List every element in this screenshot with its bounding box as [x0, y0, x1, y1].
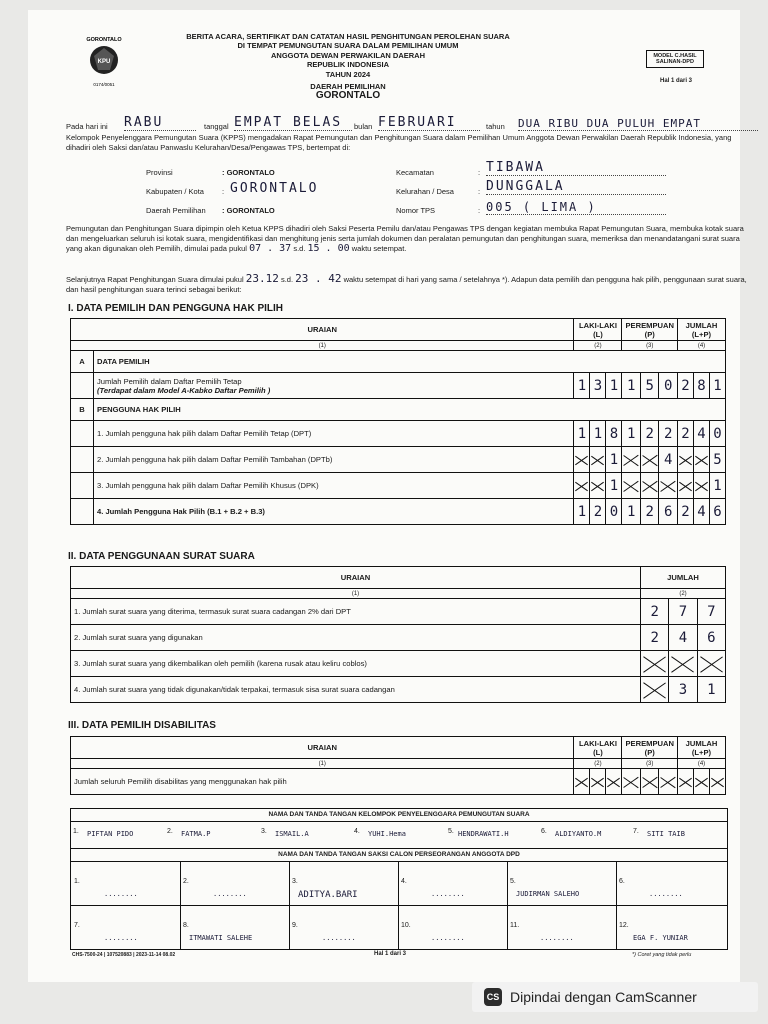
s2-r1-label: 1. Jumlah surat suara yang diterima, termasuk surat suara cadangan 2% dari DPT [71, 599, 641, 625]
kpps-2 [167, 828, 211, 838]
district-label: DAERAH PEMILIHAN [310, 82, 386, 92]
s1-b2-d2 [590, 447, 606, 473]
saksi-2-no: 2. [183, 878, 189, 885]
header-line5: TAHUN 2024 [325, 69, 371, 79]
end-time: 15 . 00 [307, 243, 350, 254]
document-header [148, 32, 548, 101]
s1-row-b1 [71, 421, 726, 447]
saksi-8-no: 8. [183, 922, 189, 929]
kpps-5-no: 5. [448, 828, 454, 835]
s1-a-d5: 5 [640, 373, 659, 399]
section3-table [70, 736, 726, 795]
s3-d3 [606, 769, 622, 795]
section1-table [70, 318, 726, 525]
s1-b4-d5: 2 [640, 499, 659, 525]
kpps-4-no: 4. [354, 828, 360, 835]
document-page [28, 10, 747, 982]
s1-b2-d8 [694, 447, 710, 473]
saksi-5-name: JUDIRMAN SALEHO [516, 890, 580, 898]
section3-title: III. DATA PEMILIH DISABILITAS [68, 720, 216, 731]
s3-col-p: PEREMPUAN (P) [622, 737, 678, 759]
kpps-1 [73, 828, 134, 838]
s1-a-row-note: (Terdapat dalam Model A-Kabko Daftar Pemilih ) [97, 385, 271, 395]
saksi-11 [510, 922, 614, 942]
s3-row-label: Jumlah seluruh Pemilih disabilitas yang menggunakan hak pilih [71, 769, 574, 795]
s1-a-label: A [71, 351, 94, 373]
s2-row-1 [71, 599, 726, 625]
s1-b2-d7 [678, 447, 694, 473]
dapil-value: : GORONTALO [222, 206, 275, 215]
saksi-9-name: ........ [322, 934, 356, 942]
count-start: 23.12 [245, 272, 279, 285]
kpps-2-name: FATMA.P [181, 830, 211, 838]
saksi-12-name: EGA F. YUNIAR [633, 934, 688, 942]
s3-d8 [694, 769, 710, 795]
saksi-3 [292, 878, 396, 900]
s3-n4: (4) [678, 759, 726, 769]
saksi-1 [74, 878, 178, 898]
s2-r4-d1 [641, 677, 669, 703]
s1-b1-d5: 2 [640, 421, 659, 447]
saksi-5-no: 5. [510, 878, 516, 885]
s1-b4-d6: 6 [659, 499, 678, 525]
s3-d7 [678, 769, 694, 795]
s1-a-d8: 8 [694, 373, 710, 399]
saksi-2-name: ........ [213, 890, 247, 898]
kpps-5 [448, 828, 509, 838]
tps-label: Nomor TPS [396, 206, 436, 215]
desa-value: DUNGGALA [486, 179, 666, 195]
logo-code: 0174/0051 [93, 82, 115, 87]
s1-b1-d3: 8 [606, 421, 622, 447]
s1-n3: (3) [622, 341, 678, 351]
s3-n2: (2) [574, 759, 622, 769]
desa-colon: : [478, 187, 481, 196]
s1-col-lp: JUMLAH (L+P) [678, 319, 726, 341]
kpps-6 [541, 828, 602, 838]
s1-n2: (2) [574, 341, 622, 351]
s2-r4-label: 4. Jumlah surat suara yang tidak digunakan/tidak terpakai, termasuk sisa surat suara cadangan [71, 677, 641, 703]
s1-b-title: PENGGUNA HAK PILIH [94, 399, 726, 421]
s1-b3-d2 [590, 473, 606, 499]
s3-col-l: LAKI-LAKI (L) [574, 737, 622, 759]
logo-sub: KPU [97, 59, 111, 65]
s2-n2: (2) [641, 589, 726, 599]
saksi-12-no: 12. [619, 922, 629, 929]
s2-r2-label: 2. Jumlah surat suara yang digunakan [71, 625, 641, 651]
camscanner-text: Dipindai dengan CamScanner [510, 989, 697, 1005]
saksi-3-name: ADITYA.BARI [298, 890, 358, 900]
camscanner-badge [472, 982, 758, 1012]
date-value: EMPAT BELAS [234, 115, 352, 131]
waktu-label: waktu setempat. [351, 244, 407, 253]
sd-label-2: s.d. [280, 275, 294, 284]
s1-col-uraian: URAIAN [71, 319, 574, 341]
kpps-7 [633, 828, 685, 838]
day-value: RABU [124, 115, 196, 131]
form-code-box: MODEL C.HASIL SALINAN-DPD [646, 50, 704, 68]
saksi-12 [619, 922, 723, 942]
saksi-4 [401, 878, 505, 898]
kpu-logo [80, 32, 128, 90]
s2-r3-d1 [641, 651, 669, 677]
s1-b3-label: 3. Jumlah pengguna hak pilih dalam Daftar Pemilih Khusus (DPK) [94, 473, 574, 499]
saksi-11-no: 11. [510, 922, 520, 929]
s1-a-d9: 1 [710, 373, 726, 399]
s2-row-3 [71, 651, 726, 677]
s1-b1-d2: 1 [590, 421, 606, 447]
saksi-5 [510, 878, 614, 898]
s3-n1: (1) [71, 759, 574, 769]
kpps-2-no: 2. [167, 828, 173, 835]
s2-r2-d2: 4 [669, 625, 697, 651]
saksi-7 [74, 922, 178, 942]
s1-b2-d4 [622, 447, 641, 473]
camscanner-icon: CS [484, 988, 502, 1006]
kabupaten-label: Kabupaten / Kota [146, 187, 204, 196]
s1-b3-d1 [574, 473, 590, 499]
kpps-7-name: SITI TAIB [647, 830, 685, 838]
saksi-10 [401, 922, 505, 942]
kpps-6-no: 6. [541, 828, 547, 835]
s2-r1-d3: 7 [697, 599, 725, 625]
kpps-3-name: ISMAIL.A [275, 830, 309, 838]
s3-d5 [640, 769, 659, 795]
kpps-6-name: ALDIYANTO.M [555, 830, 602, 838]
footer-code: CHS-7500-24 | 107520883 | 2023-11-14 08.02 [72, 952, 176, 958]
s1-col-l: LAKI-LAKI (L) [574, 319, 622, 341]
s1-a-d7: 2 [678, 373, 694, 399]
kpps-1-name: PIFTAN PIDO [87, 830, 134, 838]
saksi-10-name: ........ [431, 934, 465, 942]
s1-col-p: PEREMPUAN (P) [622, 319, 678, 341]
s1-a-d3: 1 [606, 373, 622, 399]
section2-table [70, 566, 726, 703]
kecamatan-colon: : [478, 168, 481, 177]
s1-b4-d4: 1 [622, 499, 641, 525]
kecamatan-label: Kecamatan [396, 168, 434, 177]
saksi-9 [292, 922, 396, 942]
saksi-6-no: 6. [619, 878, 625, 885]
saksi-2 [183, 878, 287, 898]
s2-r2-d3: 6 [697, 625, 725, 651]
tps-colon: : [478, 206, 481, 215]
s1-b2-d6: 4 [659, 447, 678, 473]
saksi-3-no: 3. [292, 878, 298, 885]
bulan-label: bulan [354, 122, 373, 131]
s3-row [71, 769, 726, 795]
kpps-title: NAMA DAN TANDA TANGAN KELOMPOK PENYELENGGARA PEMUNGUTAN SUARA [71, 809, 727, 822]
s3-d4 [622, 769, 641, 795]
saksi-4-name: ........ [431, 890, 465, 898]
pada-hari-label: Pada hari ini [66, 122, 108, 131]
saksi-10-no: 10. [401, 922, 411, 929]
header-line1: BERITA ACARA, SERTIFIKAT DAN CATATAN HASIL PENGHITUNGAN PEROLEHAN SUARA [186, 32, 510, 41]
s2-col-uraian: URAIAN [71, 567, 641, 589]
s1-row-b4 [71, 499, 726, 525]
kpps-3 [261, 828, 309, 838]
s1-b1-d4: 1 [622, 421, 641, 447]
s1-b4-label: 4. Jumlah Pengguna Hak Pilih (B.1 + B.2 + B.3) [94, 499, 574, 525]
tanggal-label: tanggal [204, 122, 229, 131]
s1-a-d4: 1 [622, 373, 641, 399]
s1-b1-d1: 1 [574, 421, 590, 447]
section1-title: I. DATA PEMILIH DAN PENGGUNA HAK PILIH [68, 303, 283, 314]
kpps-row [71, 822, 727, 849]
s2-r4-d3: 1 [697, 677, 725, 703]
s1-b2-d9: 5 [710, 447, 726, 473]
location-block [146, 162, 686, 228]
s1-n4: (4) [678, 341, 726, 351]
kpps-5-name: HENDRAWATI.H [458, 830, 509, 838]
s3-col-uraian: URAIAN [71, 737, 574, 759]
s1-row-a [71, 373, 726, 399]
footer-page: Hal 1 dari 3 [374, 951, 407, 957]
s1-b3-d5 [640, 473, 659, 499]
s1-b4-d3: 0 [606, 499, 622, 525]
saksi-7-no: 7. [74, 922, 80, 929]
provinsi-value: : GORONTALO [222, 168, 275, 177]
kecamatan-value: TIBAWA [486, 160, 666, 176]
sd-label-1: s.d. [293, 244, 306, 253]
district-name: GORONTALO [315, 90, 381, 102]
s1-b2-d5 [640, 447, 659, 473]
s2-r3-d2 [669, 651, 697, 677]
s2-r3-d3 [697, 651, 725, 677]
s3-n3: (3) [622, 759, 678, 769]
saksi-9-no: 9. [292, 922, 298, 929]
s1-a-d2: 3 [590, 373, 606, 399]
header-line4: REPUBLIK INDONESIA [306, 60, 390, 70]
dapil-label: Daerah Pemilihan [146, 206, 206, 215]
logo-icon [80, 32, 128, 90]
opening-text: Kelompok Penyelenggara Pemungutan Suara (KPPS) mengadakan Rapat Pemungutan dan Penghitungan Suara dalam Pemilihan Umum Anggota Dewan Perwakilan Daerah Republik Indonesia, yang dihadiri oleh Saksi dan/atau Panwaslu Kelurahan/Desa/Pengawas TPS, bertempat di: [66, 133, 732, 152]
s1-b3-d3: 1 [606, 473, 622, 499]
s1-a-row-text: Jumlah Pemilih dalam Daftar Pemilih Tetap [97, 376, 242, 386]
logo-label: GORONTALO [86, 37, 122, 43]
s2-col-jumlah: JUMLAH [641, 567, 726, 589]
body-paragraph-1 [66, 224, 756, 254]
saksi-4-no: 4. [401, 878, 407, 885]
s1-a-d1: 1 [574, 373, 590, 399]
para2-a: Selanjutnya Rapat Penghitungan Suara dimulai pukul [66, 275, 244, 284]
s3-d9 [710, 769, 726, 795]
saksi-1-name: ........ [104, 890, 138, 898]
s1-b3-d8 [694, 473, 710, 499]
para1-text: Pemungutan dan Penghitungan Suara dipimpin oleh Ketua KPPS dihadiri oleh Saksi Peserta Pemilu dan/atau Pengawas TPS dengan kegiatan membuka Rapat Pemungutan Suara, membuka kotak suara dan mengeluarkan seluruh isi kotak suara, mengidentifikasi dan menghitung jenis serta jumlah dokumen dan peralatan pemungutan dan penghitungan suara, memeriksa dan menandatangani surat suara yang akan digunakan oleh Pemilih, dimulai pada pukul [66, 224, 744, 253]
body-paragraph-2 [66, 274, 756, 295]
s1-row-b2 [71, 447, 726, 473]
s3-d1 [574, 769, 590, 795]
year-value: DUA RIBU DUA PULUH EMPAT [518, 117, 758, 131]
tps-value: 005 ( LIMA ) [486, 200, 666, 215]
kpps-4-name: YUHI.Hema [368, 830, 406, 838]
saksi-6-name: ........ [649, 890, 683, 898]
s1-b1-d9: 0 [710, 421, 726, 447]
s1-a-title: DATA PEMILIH [94, 351, 726, 373]
s2-r2-d1: 2 [641, 625, 669, 651]
s1-b3-d9: 1 [710, 473, 726, 499]
footer-note: *) Coret yang tidak perlu [632, 952, 692, 958]
tahun-label: tahun [486, 122, 505, 131]
saksi-grid [71, 862, 727, 950]
section2-title: II. DATA PENGGUNAAN SURAT SUARA [68, 551, 255, 562]
s2-r1-d2: 7 [669, 599, 697, 625]
start-time: 07 . 37 [249, 243, 292, 254]
kpps-1-no: 1. [73, 828, 79, 835]
saksi-8 [183, 922, 287, 942]
s2-row-2 [71, 625, 726, 651]
s1-b-label: B [71, 399, 94, 421]
saksi-title: NAMA DAN TANDA TANGAN SAKSI CALON PERSEORANGAN ANGGOTA DPD [71, 849, 727, 862]
s1-b4-d2: 2 [590, 499, 606, 525]
s1-b2-label: 2. Jumlah pengguna hak pilih dalam Daftar Pemilih Tambahan (DPTb) [94, 447, 574, 473]
s1-b2-d1 [574, 447, 590, 473]
s1-b4-d1: 1 [574, 499, 590, 525]
saksi-11-name: ........ [540, 934, 574, 942]
header-line2: DI TEMPAT PEMUNGUTAN SUARA DALAM PEMILIHAN UMUM [237, 41, 459, 51]
s2-r4-d2: 3 [669, 677, 697, 703]
saksi-8-name: ITMAWATI SALEHE [189, 934, 253, 942]
s3-d2 [590, 769, 606, 795]
s1-b3-d6 [659, 473, 678, 499]
s1-b1-d7: 2 [678, 421, 694, 447]
desa-label: Kelurahan / Desa [396, 187, 454, 196]
s2-r3-label: 3. Jumlah surat suara yang dikembalikan oleh pemilih (karena rusak atau keliru coblos) [71, 651, 641, 677]
provinsi-label: Provinsi [146, 168, 173, 177]
s1-b1-d6: 2 [659, 421, 678, 447]
month-value: FEBRUARI [378, 115, 480, 131]
para2-b: waktu setempat di hari yang sama / setelahnya *). Adapun data pemilih dan pengguna hak pilih, penggunaan surat suara, dan hasil penghitungan suara terinci sebagai berikut: [66, 275, 747, 294]
s1-a-d6: 0 [659, 373, 678, 399]
s1-b3-d4 [622, 473, 641, 499]
s3-d6 [659, 769, 678, 795]
s1-b3-d7 [678, 473, 694, 499]
saksi-7-name: ........ [104, 934, 138, 942]
s1-n1: (1) [71, 341, 574, 351]
s1-b2-d3: 1 [606, 447, 622, 473]
kpps-7-no: 7. [633, 828, 639, 835]
s1-a-row-label [94, 373, 574, 399]
header-line3: ANGGOTA DEWAN PERWAKILAN DAERAH [270, 50, 426, 60]
s2-r1-d1: 2 [641, 599, 669, 625]
kabupaten-value: GORONTALO [230, 181, 319, 196]
s1-b1-label: 1. Jumlah pengguna hak pilih dalam Daftar Pemilih Tetap (DPT) [94, 421, 574, 447]
page-number-top: Hal 1 dari 3 [660, 78, 693, 84]
saksi-1-no: 1. [74, 878, 80, 885]
kpps-4 [354, 828, 406, 838]
s3-col-lp: JUMLAH (L+P) [678, 737, 726, 759]
saksi-6 [619, 878, 723, 898]
count-end: 23 . 42 [295, 272, 342, 285]
s2-n1: (1) [71, 589, 641, 599]
kabupaten-colon: : [222, 187, 225, 196]
s1-b1-d8: 4 [694, 421, 710, 447]
kpps-3-no: 3. [261, 828, 267, 835]
opening-line [66, 115, 716, 132]
s1-b4-d9: 6 [710, 499, 726, 525]
s1-row-b3 [71, 473, 726, 499]
signature-block [70, 808, 728, 950]
s2-row-4 [71, 677, 726, 703]
s1-b4-d7: 2 [678, 499, 694, 525]
s1-b4-d8: 4 [694, 499, 710, 525]
